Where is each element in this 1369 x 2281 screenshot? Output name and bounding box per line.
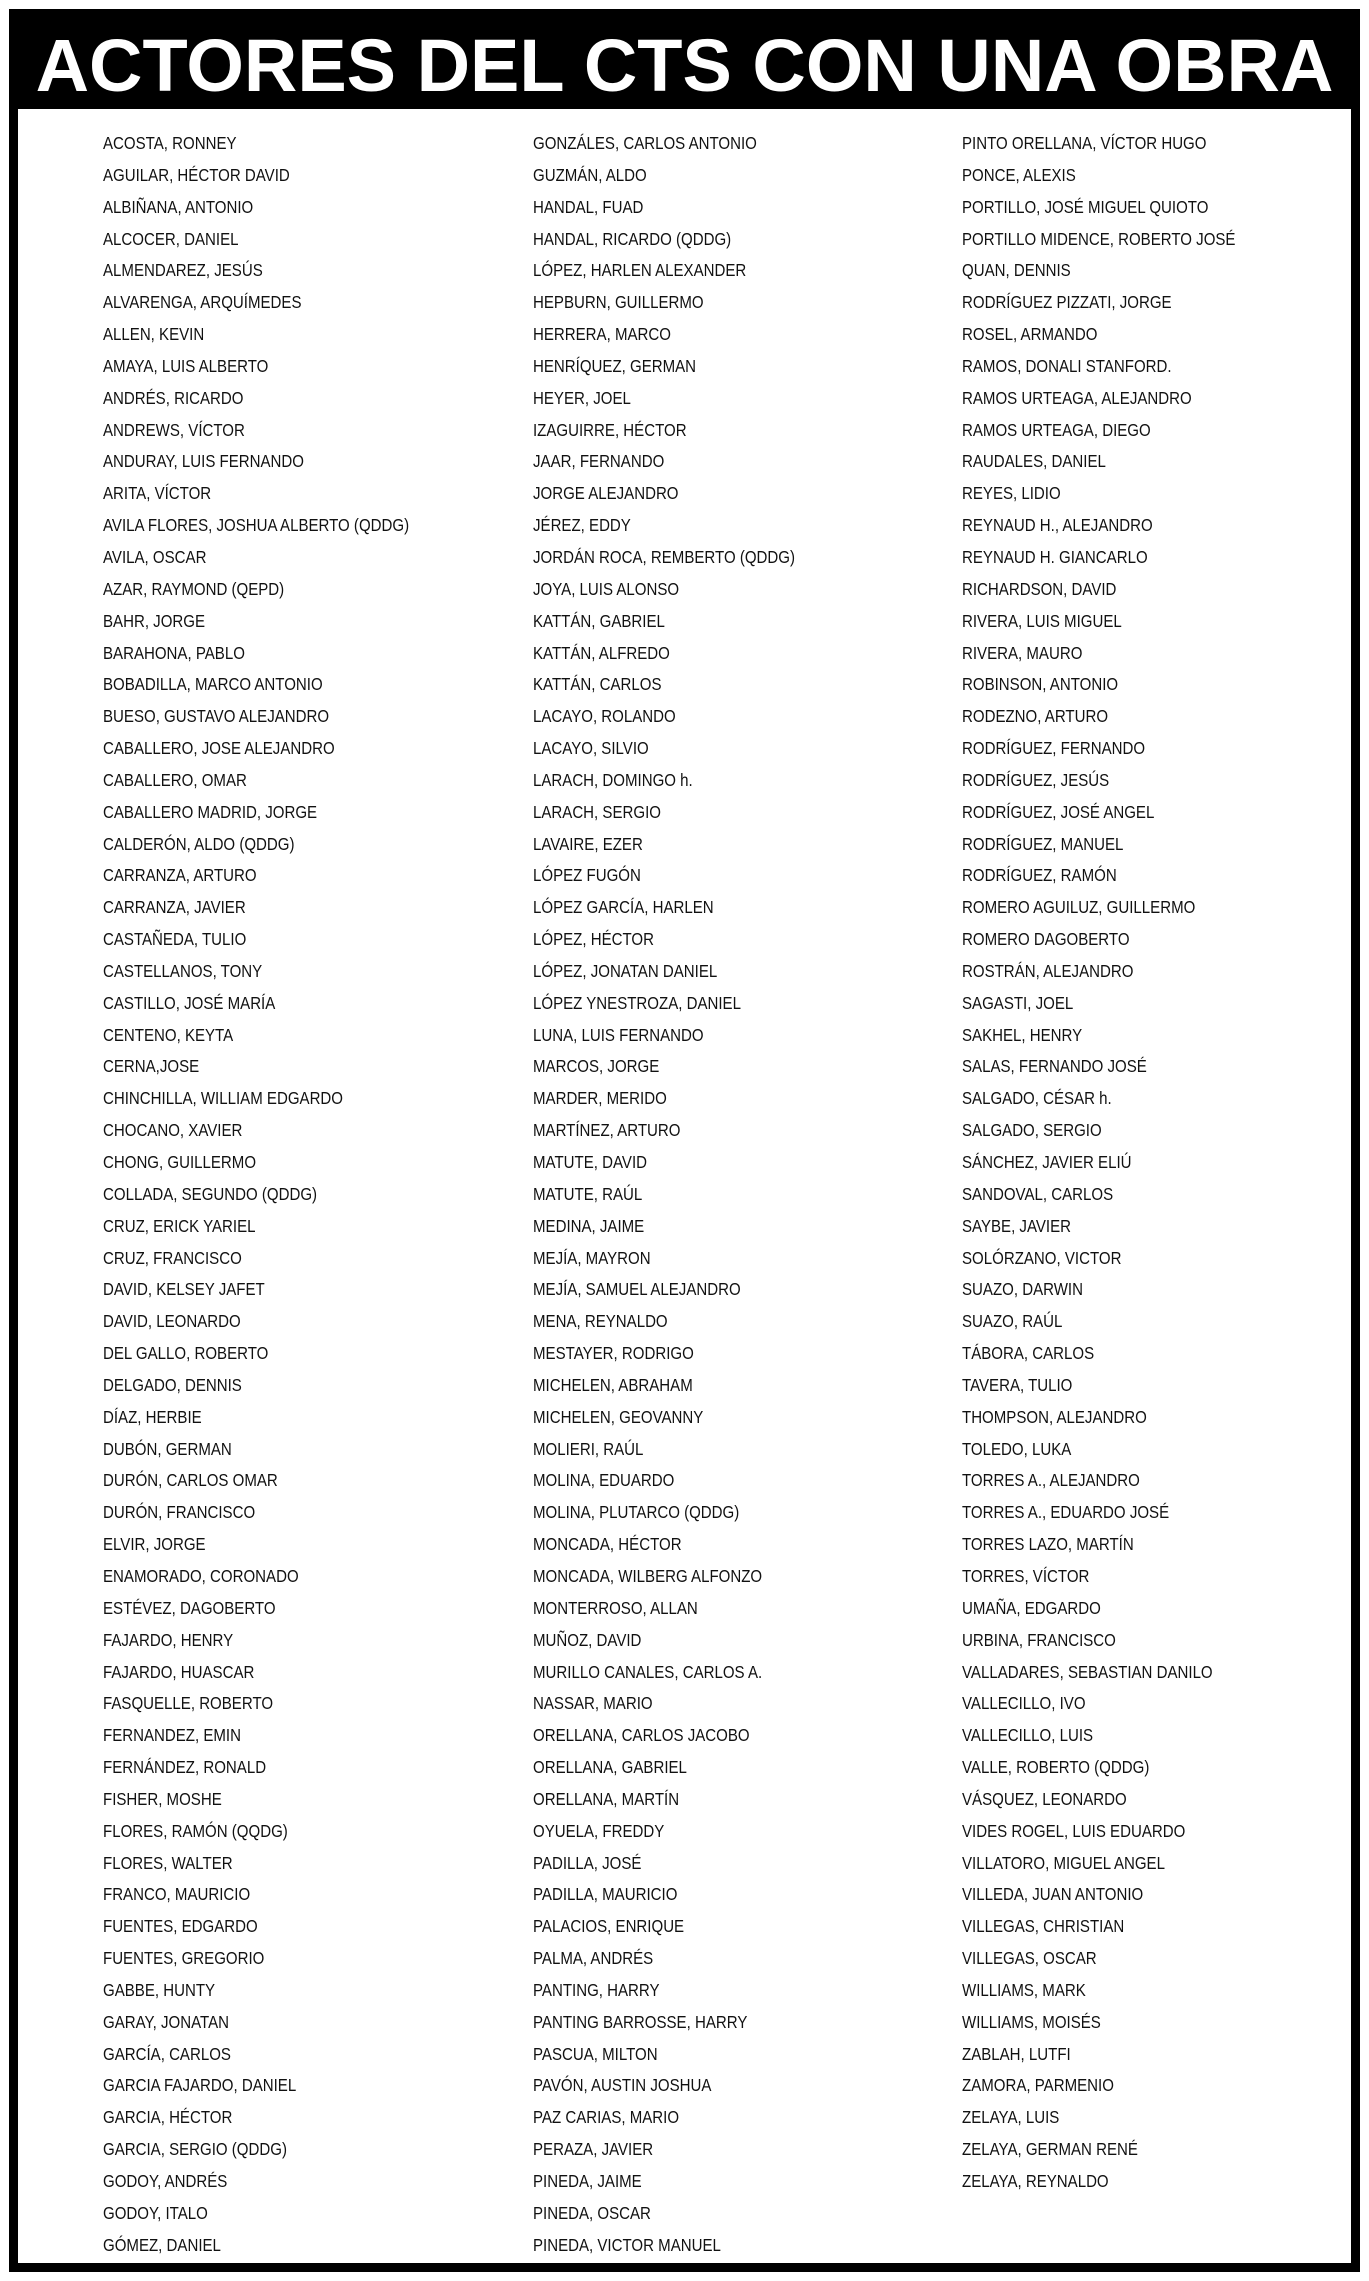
actor-name: VALLE, ROBERTO (QDDG) bbox=[962, 1757, 1150, 1778]
actor-name: RODRÍGUEZ, JESÚS bbox=[962, 769, 1110, 790]
actor-name: HEYER, JOEL bbox=[533, 387, 631, 408]
actor-name: ROBINSON, ANTONIO bbox=[962, 674, 1119, 695]
actor-name: OYUELA, FREDDY bbox=[533, 1820, 665, 1841]
actor-name: BOBADILLA, MARCO ANTONIO bbox=[103, 674, 323, 695]
actor-name: CHINCHILLA, WILLIAM EDGARDO bbox=[103, 1088, 344, 1109]
actor-name: LÓPEZ GARCÍA, HARLEN bbox=[533, 897, 714, 918]
actor-name: SÁNCHEZ, JAVIER ELIÚ bbox=[962, 1152, 1132, 1172]
actor-name: CALDERÓN, ALDO (QDDG) bbox=[103, 833, 295, 854]
actor-name: ROMERO DAGOBERTO bbox=[962, 929, 1130, 950]
actor-name: VILLEGAS, OSCAR bbox=[962, 1948, 1097, 1969]
actor-name: AZAR, RAYMOND (QEPD) bbox=[103, 578, 285, 599]
actor-name: PADILLA, MAURICIO bbox=[533, 1884, 678, 1905]
actor-name: UMAÑA, EDGARDO bbox=[962, 1597, 1101, 1618]
actor-name: CRUZ, ERICK YARIEL bbox=[103, 1215, 256, 1236]
actor-name: REYNAUD H. GIANCARLO bbox=[962, 546, 1148, 567]
actor-name: ENAMORADO, CORONADO bbox=[103, 1565, 299, 1586]
actor-name: MOLINA, PLUTARCO (QDDG) bbox=[533, 1502, 740, 1523]
actor-name: RODRÍGUEZ, FERNANDO bbox=[962, 738, 1146, 759]
actor-name: FLORES, WALTER bbox=[103, 1852, 233, 1873]
actor-name: CARRANZA, JAVIER bbox=[103, 897, 246, 918]
actor-name: RODRÍGUEZ, JOSÉ ANGEL bbox=[962, 801, 1155, 822]
actor-name: CASTAÑEDA, TULIO bbox=[103, 929, 247, 950]
actor-name: ORELLANA, CARLOS JACOBO bbox=[533, 1725, 750, 1746]
actor-name: VALLECILLO, LUIS bbox=[962, 1725, 1094, 1746]
actor-name: ZABLAH, LUTFI bbox=[962, 2043, 1071, 2064]
actor-name: KATTÁN, ALFREDO bbox=[533, 642, 670, 663]
actor-name: VILLEDA, JUAN ANTONIO bbox=[962, 1884, 1144, 1905]
actor-name: CABALLERO, OMAR bbox=[103, 769, 247, 790]
actor-name: LARACH, DOMINGO h. bbox=[533, 769, 693, 790]
actor-name: CASTILLO, JOSÉ MARÍA bbox=[103, 992, 276, 1013]
actor-name: JOYA, LUIS ALONSO bbox=[533, 578, 680, 599]
actor-name: GARAY, JONATAN bbox=[103, 2011, 230, 2032]
actor-name: ALLEN, KEVIN bbox=[103, 324, 205, 345]
actor-name: LAVAIRE, EZER bbox=[533, 833, 643, 854]
names-column-1 bbox=[103, 128, 459, 2262]
actor-name: NASSAR, MARIO bbox=[533, 1693, 653, 1714]
actor-name: JORGE ALEJANDRO bbox=[533, 483, 679, 504]
actor-name: DUBÓN, GERMAN bbox=[103, 1438, 232, 1459]
actor-name: CERNA,JOSE bbox=[103, 1056, 200, 1077]
actor-name: RIVERA, LUIS MIGUEL bbox=[962, 610, 1122, 631]
actor-name: THOMPSON, ALEJANDRO bbox=[962, 1406, 1147, 1427]
actor-name: ZAMORA, PARMENIO bbox=[962, 2075, 1114, 2096]
actor-name: PADILLA, JOSÉ bbox=[533, 1852, 642, 1873]
actor-name: RIVERA, MAURO bbox=[962, 642, 1083, 663]
actor-name: MEJÍA, MAYRON bbox=[533, 1247, 651, 1268]
actor-name: CASTELLANOS, TONY bbox=[103, 960, 263, 981]
title-bar bbox=[9, 9, 1360, 109]
actor-name: GODOY, ANDRÉS bbox=[103, 2171, 228, 2191]
actor-name: SAKHEL, HENRY bbox=[962, 1024, 1083, 1045]
actor-name: HANDAL, FUAD bbox=[533, 196, 644, 217]
actor-name: ESTÉVEZ, DAGOBERTO bbox=[103, 1597, 276, 1618]
actor-name: SALGADO, SERGIO bbox=[962, 1120, 1102, 1141]
actor-name: PORTILLO, JOSÉ MIGUEL QUIOTO bbox=[962, 196, 1209, 217]
actor-name: MONTERROSO, ALLAN bbox=[533, 1597, 698, 1618]
actor-name: REYES, LIDIO bbox=[962, 483, 1061, 504]
actor-name: PANTING BARROSSE, HARRY bbox=[533, 2011, 748, 2032]
actor-name: PINTO ORELLANA, VÍCTOR HUGO bbox=[962, 133, 1207, 153]
actor-name: PAZ CARIAS, MARIO bbox=[533, 2107, 680, 2128]
actor-name: MATUTE, DAVID bbox=[533, 1152, 648, 1172]
actor-name: WILLIAMS, MOISÉS bbox=[962, 2011, 1101, 2032]
actor-name: RODEZNO, ARTURO bbox=[962, 706, 1109, 727]
actor-name: MESTAYER, RODRIGO bbox=[533, 1343, 694, 1364]
actor-name: FUENTES, GREGORIO bbox=[103, 1948, 265, 1969]
actor-name: GARCIA FAJARDO, DANIEL bbox=[103, 2075, 297, 2096]
actor-name: HERRERA, MARCO bbox=[533, 324, 671, 345]
actor-name: BUESO, GUSTAVO ALEJANDRO bbox=[103, 706, 330, 727]
actor-name: SOLÓRZANO, VICTOR bbox=[962, 1247, 1122, 1268]
actor-name: PASCUA, MILTON bbox=[533, 2043, 658, 2064]
actor-name: FUENTES, EDGARDO bbox=[103, 1916, 258, 1937]
actor-name: MARTÍNEZ, ARTURO bbox=[533, 1120, 681, 1141]
page-title: ACTORES DEL CTS CON UNA OBRA bbox=[35, 24, 1334, 107]
actor-name: IZAGUIRRE, HÉCTOR bbox=[533, 419, 687, 440]
actor-name: MONCADA, HÉCTOR bbox=[533, 1534, 682, 1555]
actor-name: WILLIAMS, MARK bbox=[962, 1979, 1086, 2000]
actor-name: RODRÍGUEZ PIZZATI, JORGE bbox=[962, 292, 1172, 313]
actor-name: ANDURAY, LUIS FERNANDO bbox=[103, 451, 304, 472]
actor-name: MICHELEN, ABRAHAM bbox=[533, 1374, 693, 1395]
actor-name: SALAS, FERNANDO JOSÉ bbox=[962, 1056, 1147, 1077]
actor-name: PALACIOS, ENRIQUE bbox=[533, 1916, 685, 1937]
actor-name: GODOY, ITALO bbox=[103, 2202, 208, 2223]
actor-name: PALMA, ANDRÉS bbox=[533, 1948, 654, 1969]
actor-name: CHOCANO, XAVIER bbox=[103, 1120, 243, 1141]
actor-name: ORELLANA, MARTÍN bbox=[533, 1788, 680, 1809]
actor-name: RODRÍGUEZ, MANUEL bbox=[962, 833, 1124, 854]
actor-name: LARACH, SERGIO bbox=[533, 801, 661, 822]
actor-name: ALCOCER, DANIEL bbox=[103, 228, 239, 249]
actor-name: FRANCO, MAURICIO bbox=[103, 1884, 251, 1905]
actor-name: TOLEDO, LUKA bbox=[962, 1438, 1072, 1459]
actor-name: VILLATORO, MIGUEL ANGEL bbox=[962, 1852, 1165, 1873]
actor-name: FERNANDEZ, EMIN bbox=[103, 1725, 241, 1746]
actor-name: CENTENO, KEYTA bbox=[103, 1024, 234, 1045]
actor-name: AVILA FLORES, JOSHUA ALBERTO (QDDG) bbox=[103, 515, 410, 536]
actor-name: LUNA, LUIS FERNANDO bbox=[533, 1024, 704, 1045]
actor-name: SUAZO, RAÚL bbox=[962, 1311, 1063, 1332]
actor-name: DURÓN, FRANCISCO bbox=[103, 1502, 256, 1523]
actor-name: GABBE, HUNTY bbox=[103, 1979, 216, 2000]
actor-name: LACAYO, ROLANDO bbox=[533, 706, 676, 727]
actor-name: DELGADO, DENNIS bbox=[103, 1374, 242, 1395]
actor-name: ZELAYA, GERMAN RENÉ bbox=[962, 2139, 1138, 2160]
actor-name: ALBIÑANA, ANTONIO bbox=[103, 196, 254, 217]
actor-name: HENRÍQUEZ, GERMAN bbox=[533, 355, 697, 376]
actor-name: ROSEL, ARMANDO bbox=[962, 324, 1098, 345]
actor-name: CARRANZA, ARTURO bbox=[103, 865, 257, 886]
actor-name: REYNAUD H., ALEJANDRO bbox=[962, 515, 1153, 536]
actor-name: LACAYO, SILVIO bbox=[533, 738, 649, 759]
actor-name: GARCÍA, CARLOS bbox=[103, 2043, 231, 2064]
actor-name: HANDAL, RICARDO (QDDG) bbox=[533, 228, 732, 249]
poster-frame bbox=[9, 9, 1360, 2272]
actor-name: TÁBORA, CARLOS bbox=[962, 1343, 1095, 1364]
actor-name: CRUZ, FRANCISCO bbox=[103, 1247, 242, 1268]
actor-name: TORRES A., ALEJANDRO bbox=[962, 1470, 1140, 1491]
actor-name: RODRÍGUEZ, RAMÓN bbox=[962, 865, 1117, 886]
actor-name: AMAYA, LUIS ALBERTO bbox=[103, 355, 269, 376]
actor-name: ALVARENGA, ARQUÍMEDES bbox=[103, 292, 302, 313]
actor-name: ALMENDAREZ, JESÚS bbox=[103, 260, 263, 281]
actor-name: JAAR, FERNANDO bbox=[533, 451, 665, 472]
actor-name: DAVID, KELSEY JAFET bbox=[103, 1279, 265, 1300]
actor-name: BAHR, JORGE bbox=[103, 610, 206, 631]
actor-name: LÓPEZ, HÉCTOR bbox=[533, 929, 654, 950]
actor-name: ANDRÉS, RICARDO bbox=[103, 387, 244, 408]
actor-name: MATUTE, RAÚL bbox=[533, 1183, 643, 1204]
actor-name: SAYBE, JAVIER bbox=[962, 1215, 1072, 1236]
actor-name: PINEDA, VICTOR MANUEL bbox=[533, 2234, 721, 2255]
actor-name: DAVID, LEONARDO bbox=[103, 1311, 241, 1332]
actor-name: LÓPEZ FUGÓN bbox=[533, 865, 641, 886]
actor-name: TAVERA, TULIO bbox=[962, 1374, 1073, 1395]
actor-name: VALLADARES, SEBASTIAN DANILO bbox=[962, 1661, 1213, 1682]
actor-name: VIDES ROGEL, LUIS EDUARDO bbox=[962, 1820, 1186, 1841]
actor-name: ORELLANA, GABRIEL bbox=[533, 1757, 687, 1778]
actor-name: PORTILLO MIDENCE, ROBERTO JOSÉ bbox=[962, 228, 1236, 249]
actor-name: VÁSQUEZ, LEONARDO bbox=[962, 1788, 1127, 1809]
actor-name: CHONG, GUILLERMO bbox=[103, 1152, 257, 1172]
actor-name: DEL GALLO, ROBERTO bbox=[103, 1343, 269, 1364]
actor-name: MURILLO CANALES, CARLOS A. bbox=[533, 1661, 763, 1682]
names-panel bbox=[18, 109, 1351, 2263]
actor-name: RAUDALES, DANIEL bbox=[962, 451, 1106, 472]
actor-name: MARDER, MERIDO bbox=[533, 1088, 667, 1109]
actor-name: MARCOS, JORGE bbox=[533, 1056, 660, 1077]
actor-name: PAVÓN, AUSTIN JOSHUA bbox=[533, 2075, 712, 2096]
actor-name: JÉREZ, EDDY bbox=[533, 515, 631, 536]
actor-name: FISHER, MOSHE bbox=[103, 1788, 222, 1809]
actor-name: LÓPEZ YNESTROZA, DANIEL bbox=[533, 992, 741, 1013]
actor-name: ELVIR, JORGE bbox=[103, 1534, 206, 1555]
actor-name: PINEDA, OSCAR bbox=[533, 2202, 651, 2223]
actor-name: QUAN, DENNIS bbox=[962, 260, 1071, 281]
actor-name: RAMOS URTEAGA, DIEGO bbox=[962, 419, 1151, 440]
actor-name: AGUILAR, HÉCTOR DAVID bbox=[103, 164, 290, 185]
actor-name: MICHELEN, GEOVANNY bbox=[533, 1406, 704, 1427]
actor-name: MENA, REYNALDO bbox=[533, 1311, 668, 1332]
actor-name: RAMOS, DONALI STANFORD. bbox=[962, 355, 1172, 376]
actor-name: GÓMEZ, DANIEL bbox=[103, 2234, 221, 2255]
actor-name: MOLIERI, RAÚL bbox=[533, 1438, 644, 1459]
actor-name: SUAZO, DARWIN bbox=[962, 1279, 1083, 1300]
actor-name: MONCADA, WILBERG ALFONZO bbox=[533, 1565, 763, 1586]
actor-name: ZELAYA, REYNALDO bbox=[962, 2171, 1109, 2191]
actor-name: DURÓN, CARLOS OMAR bbox=[103, 1470, 278, 1491]
actor-name: AVILA, OSCAR bbox=[103, 546, 207, 567]
actor-name: RICHARDSON, DAVID bbox=[962, 578, 1117, 599]
actor-name: ZELAYA, LUIS bbox=[962, 2107, 1060, 2128]
actor-name: SAGASTI, JOEL bbox=[962, 992, 1074, 1013]
actor-name: VALLECILLO, IVO bbox=[962, 1693, 1086, 1714]
names-column-3 bbox=[962, 128, 1280, 2198]
actor-name: KATTÁN, CARLOS bbox=[533, 674, 662, 695]
actor-name: GUZMÁN, ALDO bbox=[533, 164, 647, 185]
actor-name: LÓPEZ, HARLEN ALEXANDER bbox=[533, 260, 747, 281]
actor-name: MEDINA, JAIME bbox=[533, 1215, 645, 1236]
actor-name: FAJARDO, HENRY bbox=[103, 1629, 234, 1650]
actor-name: KATTÁN, GABRIEL bbox=[533, 610, 665, 631]
actor-name: ANDREWS, VÍCTOR bbox=[103, 419, 245, 440]
actor-name: VILLEGAS, CHRISTIAN bbox=[962, 1916, 1125, 1937]
actor-name: ROMERO AGUILUZ, GUILLERMO bbox=[962, 897, 1196, 918]
actor-name: TORRES A., EDUARDO JOSÉ bbox=[962, 1502, 1170, 1523]
actor-name: GONZÁLES, CARLOS ANTONIO bbox=[533, 133, 757, 153]
actor-name: GARCIA, HÉCTOR bbox=[103, 2107, 233, 2128]
names-column-2 bbox=[533, 128, 838, 2262]
actor-name: FERNÁNDEZ, RONALD bbox=[103, 1757, 267, 1778]
actor-name: JORDÁN ROCA, REMBERTO (QDDG) bbox=[533, 546, 796, 567]
actor-name: FASQUELLE, ROBERTO bbox=[103, 1693, 274, 1714]
actor-name: PANTING, HARRY bbox=[533, 1979, 660, 2000]
actor-name: PERAZA, JAVIER bbox=[533, 2139, 654, 2160]
actor-name: PINEDA, JAIME bbox=[533, 2171, 642, 2191]
actor-name: RAMOS URTEAGA, ALEJANDRO bbox=[962, 387, 1192, 408]
actor-name: HEPBURN, GUILLERMO bbox=[533, 292, 704, 313]
actor-name: CABALLERO, JOSE ALEJANDRO bbox=[103, 738, 335, 759]
actor-name: BARAHONA, PABLO bbox=[103, 642, 245, 663]
actor-name: URBINA, FRANCISCO bbox=[962, 1629, 1116, 1650]
actor-name: TORRES, VÍCTOR bbox=[962, 1565, 1090, 1586]
actor-name: COLLADA, SEGUNDO (QDDG) bbox=[103, 1183, 318, 1204]
actor-name: FLORES, RAMÓN (QQDG) bbox=[103, 1820, 288, 1841]
actor-name: CABALLERO MADRID, JORGE bbox=[103, 801, 318, 822]
actor-name: SANDOVAL, CARLOS bbox=[962, 1183, 1114, 1204]
actor-name: MEJÍA, SAMUEL ALEJANDRO bbox=[533, 1279, 741, 1300]
actor-name: MUÑOZ, DAVID bbox=[533, 1629, 642, 1650]
actor-name: ROSTRÁN, ALEJANDRO bbox=[962, 960, 1134, 981]
actor-name: PONCE, ALEXIS bbox=[962, 164, 1076, 185]
actor-name: LÓPEZ, JONATAN DANIEL bbox=[533, 960, 718, 981]
actor-name: GARCIA, SERGIO (QDDG) bbox=[103, 2139, 287, 2160]
actor-name: FAJARDO, HUASCAR bbox=[103, 1661, 255, 1682]
actor-name: DÍAZ, HERBIE bbox=[103, 1406, 202, 1427]
actor-name: SALGADO, CÉSAR h. bbox=[962, 1088, 1112, 1109]
actor-name: ACOSTA, RONNEY bbox=[103, 133, 237, 153]
actor-name: TORRES LAZO, MARTÍN bbox=[962, 1534, 1134, 1555]
actor-name: ARITA, VÍCTOR bbox=[103, 483, 212, 504]
actor-name: MOLINA, EDUARDO bbox=[533, 1470, 675, 1491]
